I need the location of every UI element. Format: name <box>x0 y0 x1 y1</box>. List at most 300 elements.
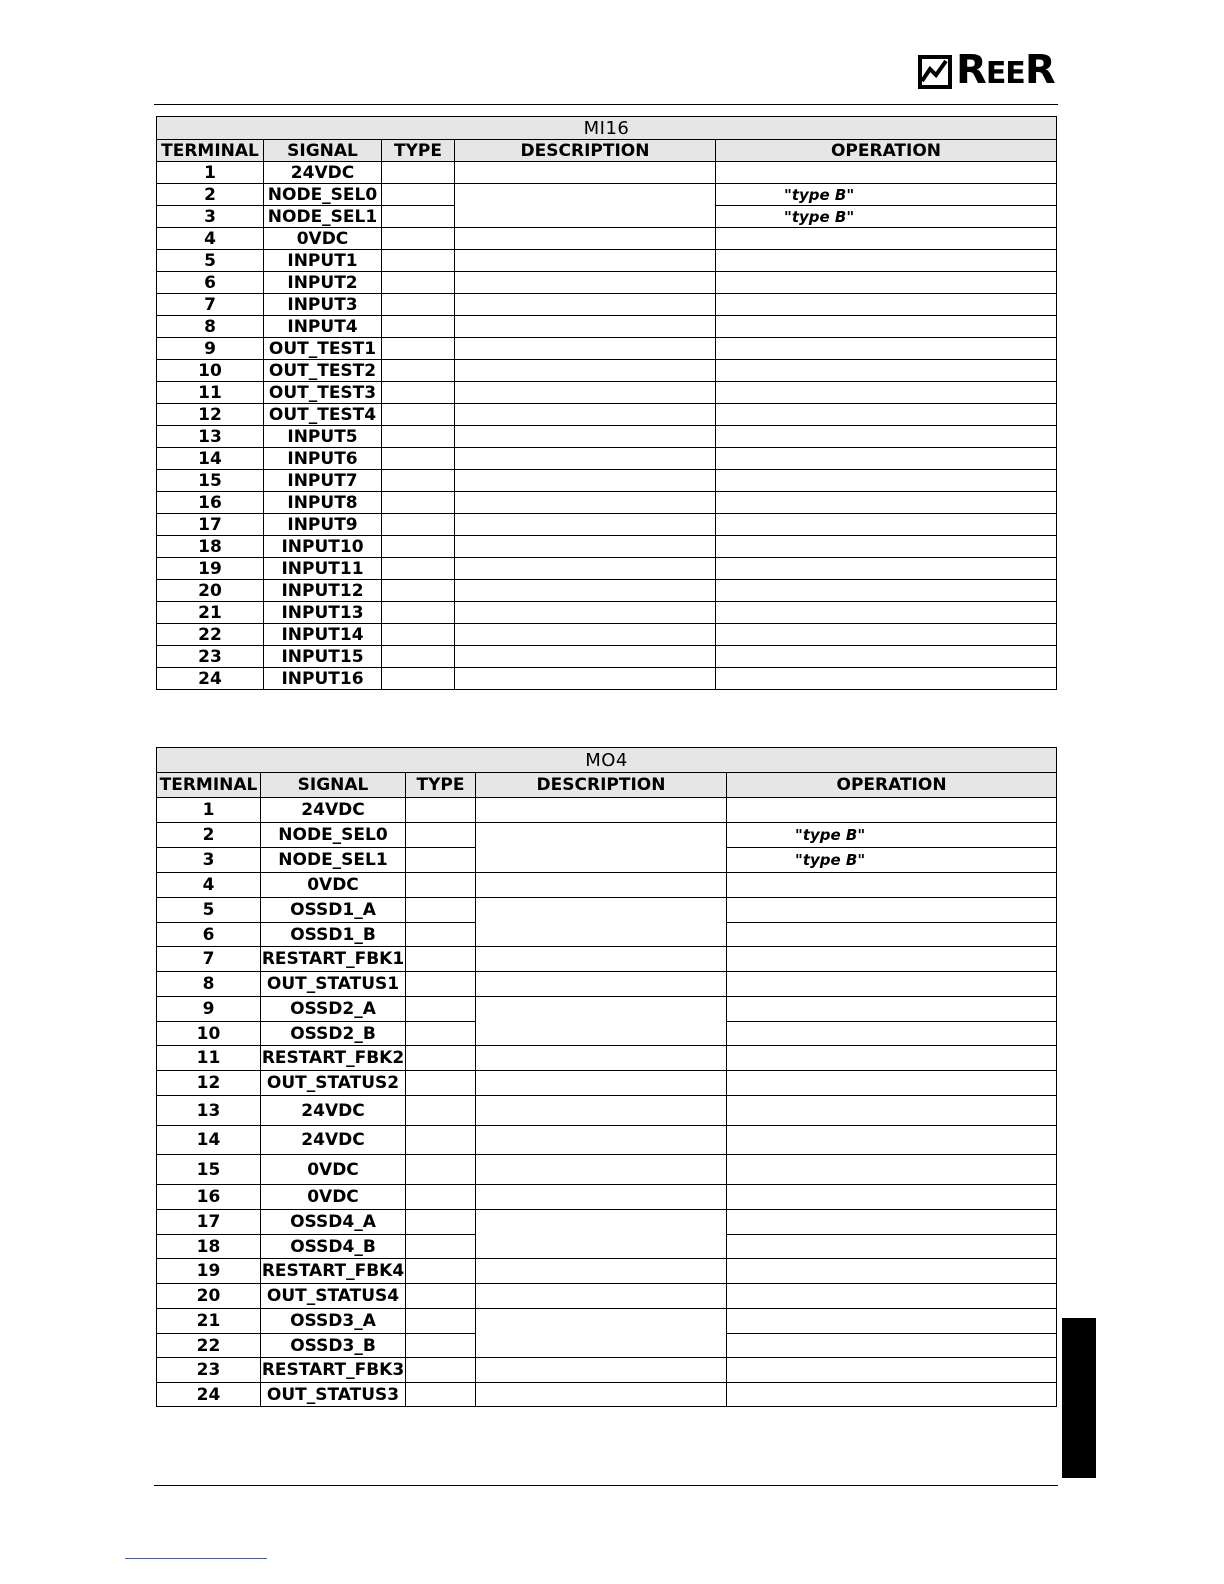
terminal-cell: 11 <box>157 382 264 404</box>
terminal-cell: 23 <box>157 646 264 668</box>
table-row <box>157 228 1057 250</box>
type-cell <box>382 382 455 404</box>
description-cell <box>476 823 727 873</box>
type-cell <box>406 1383 476 1407</box>
mo4-terminal-table <box>156 747 1057 1407</box>
type-cell <box>382 316 455 338</box>
reer-logo-icon <box>918 55 952 89</box>
description-cell <box>455 382 716 404</box>
type-cell <box>382 514 455 536</box>
col-header-operation: OPERATION <box>727 773 1057 798</box>
terminal-cell: 1 <box>157 162 264 184</box>
table-row <box>157 1126 1057 1155</box>
table-row <box>157 668 1057 690</box>
signal-cell: INPUT8 <box>264 492 382 514</box>
terminal-cell: 14 <box>157 1126 261 1155</box>
signal-cell: OSSD4_A <box>261 1210 406 1235</box>
operation-cell <box>716 492 1057 514</box>
description-cell <box>455 250 716 272</box>
terminal-cell: 7 <box>157 294 264 316</box>
description-cell <box>476 898 727 947</box>
signal-cell: INPUT15 <box>264 646 382 668</box>
terminal-cell: 10 <box>157 1022 261 1046</box>
table-row <box>157 972 1057 997</box>
mi16-table-title: MI16 <box>157 117 1057 140</box>
operation-cell <box>727 1383 1057 1407</box>
table-row <box>157 947 1057 972</box>
terminal-cell: 18 <box>157 536 264 558</box>
operation-cell <box>727 1309 1057 1334</box>
terminal-cell: 12 <box>157 1071 261 1096</box>
signal-cell: RESTART_FBK1 <box>261 947 406 972</box>
operation-cell <box>716 294 1057 316</box>
operation-cell <box>716 580 1057 602</box>
type-cell <box>406 1096 476 1126</box>
operation-cell <box>716 162 1057 184</box>
type-cell <box>382 580 455 602</box>
terminal-cell: 17 <box>157 1210 261 1235</box>
table-row <box>157 873 1057 898</box>
operation-cell <box>727 997 1057 1022</box>
terminal-cell: 13 <box>157 1096 261 1126</box>
table-row <box>157 798 1057 823</box>
type-cell <box>382 206 455 228</box>
description-cell <box>476 1259 727 1284</box>
operation-cell <box>727 1185 1057 1210</box>
footer-link-underline <box>125 1558 267 1559</box>
table-row <box>157 338 1057 360</box>
table-row <box>157 558 1057 580</box>
terminal-cell: 17 <box>157 514 264 536</box>
description-cell <box>476 1046 727 1071</box>
operation-cell <box>727 1284 1057 1309</box>
description-cell <box>455 272 716 294</box>
type-cell <box>406 898 476 923</box>
operation-cell <box>716 448 1057 470</box>
col-header-description: DESCRIPTION <box>476 773 727 798</box>
description-cell <box>476 1185 727 1210</box>
terminal-cell: 18 <box>157 1235 261 1259</box>
operation-cell <box>716 624 1057 646</box>
description-cell <box>455 536 716 558</box>
operation-cell <box>716 426 1057 448</box>
operation-cell <box>727 1071 1057 1096</box>
table-row <box>157 162 1057 184</box>
table-row <box>157 250 1057 272</box>
signal-cell: OUT_STATUS2 <box>261 1071 406 1096</box>
signal-cell: INPUT16 <box>264 668 382 690</box>
table-row <box>157 1046 1057 1071</box>
terminal-cell: 23 <box>157 1358 261 1383</box>
col-header-terminal: TERMINAL <box>157 773 261 798</box>
table-row <box>157 1358 1057 1383</box>
terminal-cell: 21 <box>157 602 264 624</box>
type-cell <box>406 1046 476 1071</box>
description-cell <box>476 972 727 997</box>
operation-cell <box>727 947 1057 972</box>
type-cell <box>406 947 476 972</box>
table-row <box>157 360 1057 382</box>
type-cell <box>406 1259 476 1284</box>
col-header-signal: SIGNAL <box>264 140 382 162</box>
signal-cell: OSSD3_B <box>261 1334 406 1358</box>
col-header-terminal: TERMINAL <box>157 140 264 162</box>
type-cell <box>382 470 455 492</box>
terminal-cell: 24 <box>157 1383 261 1407</box>
operation-cell <box>716 470 1057 492</box>
type-cell <box>406 1210 476 1235</box>
type-cell <box>406 1358 476 1383</box>
signal-cell: 0VDC <box>264 228 382 250</box>
col-header-type: TYPE <box>406 773 476 798</box>
col-header-type: TYPE <box>382 140 455 162</box>
terminal-cell: 5 <box>157 250 264 272</box>
reer-logo <box>918 47 1058 94</box>
table-row <box>157 382 1057 404</box>
signal-cell: OSSD4_B <box>261 1235 406 1259</box>
operation-cell <box>716 668 1057 690</box>
operation-cell <box>727 1259 1057 1284</box>
operation-cell <box>727 1358 1057 1383</box>
terminal-cell: 10 <box>157 360 264 382</box>
description-cell <box>455 470 716 492</box>
operation-cell <box>716 382 1057 404</box>
type-cell <box>406 1071 476 1096</box>
terminal-cell: 16 <box>157 492 264 514</box>
description-cell <box>455 624 716 646</box>
terminal-cell: 19 <box>157 1259 261 1284</box>
operation-cell <box>727 1126 1057 1155</box>
terminal-cell: 20 <box>157 1284 261 1309</box>
type-cell <box>406 1126 476 1155</box>
terminal-cell: 15 <box>157 1155 261 1185</box>
signal-cell: OUT_TEST2 <box>264 360 382 382</box>
operation-cell: "type B" <box>727 848 1057 873</box>
signal-cell: 24VDC <box>264 162 382 184</box>
terminal-cell: 9 <box>157 338 264 360</box>
terminal-cell: 24 <box>157 668 264 690</box>
signal-cell: NODE_SEL1 <box>264 206 382 228</box>
type-cell <box>406 972 476 997</box>
signal-cell: OUT_TEST4 <box>264 404 382 426</box>
col-header-signal: SIGNAL <box>261 773 406 798</box>
description-cell <box>455 602 716 624</box>
description-cell <box>476 1210 727 1259</box>
signal-cell: 24VDC <box>261 1126 406 1155</box>
table-row <box>157 823 1057 848</box>
type-cell <box>382 668 455 690</box>
operation-cell <box>727 1334 1057 1358</box>
type-cell <box>382 426 455 448</box>
terminal-cell: 8 <box>157 972 261 997</box>
description-cell <box>455 426 716 448</box>
description-cell <box>476 997 727 1046</box>
footer-rule <box>154 1485 1058 1486</box>
signal-cell: RESTART_FBK3 <box>261 1358 406 1383</box>
operation-cell <box>716 250 1057 272</box>
terminal-cell: 6 <box>157 923 261 947</box>
table-row <box>157 580 1057 602</box>
table-row <box>157 1383 1057 1407</box>
operation-cell <box>727 798 1057 823</box>
signal-cell: OSSD1_B <box>261 923 406 947</box>
description-cell <box>455 492 716 514</box>
logo-wordmark <box>956 47 1055 94</box>
terminal-cell: 22 <box>157 1334 261 1358</box>
operation-cell <box>716 228 1057 250</box>
operation-cell: "type B" <box>727 823 1057 848</box>
type-cell <box>406 848 476 873</box>
operation-cell <box>716 536 1057 558</box>
operation-cell <box>727 1155 1057 1185</box>
type-cell <box>382 250 455 272</box>
terminal-cell: 19 <box>157 558 264 580</box>
signal-cell: INPUT10 <box>264 536 382 558</box>
operation-cell <box>727 1210 1057 1235</box>
type-cell <box>406 997 476 1022</box>
table-row <box>157 1185 1057 1210</box>
terminal-cell: 5 <box>157 898 261 923</box>
table-row <box>157 624 1057 646</box>
type-cell <box>382 624 455 646</box>
logo-letter-last: R <box>1024 47 1055 93</box>
terminal-cell: 4 <box>157 228 264 250</box>
operation-cell <box>716 602 1057 624</box>
signal-cell: NODE_SEL0 <box>264 184 382 206</box>
type-cell <box>406 1022 476 1046</box>
terminal-cell: 7 <box>157 947 261 972</box>
operation-cell <box>716 646 1057 668</box>
description-cell <box>476 798 727 823</box>
table-row <box>157 1259 1057 1284</box>
type-cell <box>406 923 476 947</box>
operation-cell <box>727 972 1057 997</box>
operation-cell <box>727 873 1057 898</box>
type-cell <box>382 602 455 624</box>
description-cell <box>455 514 716 536</box>
table-row <box>157 898 1057 923</box>
mi16-terminal-table <box>156 116 1057 690</box>
description-cell <box>455 360 716 382</box>
type-cell <box>406 1155 476 1185</box>
terminal-cell: 1 <box>157 798 261 823</box>
type-cell <box>406 798 476 823</box>
terminal-cell: 11 <box>157 1046 261 1071</box>
table-row <box>157 997 1057 1022</box>
description-cell <box>455 184 716 228</box>
signal-cell: INPUT3 <box>264 294 382 316</box>
operation-cell <box>716 404 1057 426</box>
description-cell <box>455 646 716 668</box>
col-header-description: DESCRIPTION <box>455 140 716 162</box>
table-row <box>157 470 1057 492</box>
table-row <box>157 646 1057 668</box>
signal-cell: RESTART_FBK2 <box>261 1046 406 1071</box>
description-cell <box>455 558 716 580</box>
operation-cell <box>716 514 1057 536</box>
signal-cell: INPUT14 <box>264 624 382 646</box>
table-row <box>157 1155 1057 1185</box>
signal-cell: OUT_STATUS3 <box>261 1383 406 1407</box>
type-cell <box>382 162 455 184</box>
description-cell <box>476 1155 727 1185</box>
description-cell <box>455 580 716 602</box>
type-cell <box>406 1284 476 1309</box>
operation-cell: "type B" <box>716 206 1057 228</box>
description-cell <box>476 1309 727 1358</box>
signal-cell: INPUT6 <box>264 448 382 470</box>
signal-cell: OUT_STATUS1 <box>261 972 406 997</box>
signal-cell: OSSD2_A <box>261 997 406 1022</box>
operation-cell <box>716 272 1057 294</box>
type-cell <box>406 1309 476 1334</box>
signal-cell: RESTART_FBK4 <box>261 1259 406 1284</box>
description-cell <box>455 294 716 316</box>
terminal-cell: 8 <box>157 316 264 338</box>
description-cell <box>455 668 716 690</box>
type-cell <box>406 1235 476 1259</box>
type-cell <box>382 404 455 426</box>
description-cell <box>455 448 716 470</box>
signal-cell: INPUT12 <box>264 580 382 602</box>
table-row <box>157 404 1057 426</box>
type-cell <box>382 448 455 470</box>
terminal-cell: 9 <box>157 997 261 1022</box>
terminal-cell: 6 <box>157 272 264 294</box>
operation-cell <box>727 1022 1057 1046</box>
table-row <box>157 536 1057 558</box>
description-cell <box>455 228 716 250</box>
terminal-cell: 15 <box>157 470 264 492</box>
table-row <box>157 602 1057 624</box>
table-row <box>157 1071 1057 1096</box>
signal-cell: OSSD1_A <box>261 898 406 923</box>
table-row <box>157 492 1057 514</box>
description-cell <box>476 1284 727 1309</box>
operation-cell <box>727 923 1057 947</box>
operation-cell: "type B" <box>716 184 1057 206</box>
signal-cell: 24VDC <box>261 1096 406 1126</box>
signal-cell: INPUT9 <box>264 514 382 536</box>
terminal-cell: 20 <box>157 580 264 602</box>
description-cell <box>476 1126 727 1155</box>
table-row <box>157 294 1057 316</box>
type-cell <box>382 184 455 206</box>
signal-cell: 0VDC <box>261 1185 406 1210</box>
description-cell <box>455 316 716 338</box>
section-thumb-tab <box>1062 1318 1096 1478</box>
signal-cell: INPUT7 <box>264 470 382 492</box>
operation-cell <box>727 1046 1057 1071</box>
type-cell <box>406 1185 476 1210</box>
table-row <box>157 1096 1057 1126</box>
signal-cell: INPUT11 <box>264 558 382 580</box>
signal-cell: 24VDC <box>261 798 406 823</box>
signal-cell: OSSD3_A <box>261 1309 406 1334</box>
signal-cell: OUT_TEST1 <box>264 338 382 360</box>
table-row <box>157 448 1057 470</box>
col-header-operation: OPERATION <box>716 140 1057 162</box>
type-cell <box>382 338 455 360</box>
type-cell <box>406 823 476 848</box>
terminal-cell: 3 <box>157 206 264 228</box>
table-row <box>157 514 1057 536</box>
terminal-cell: 2 <box>157 823 261 848</box>
terminal-cell: 4 <box>157 873 261 898</box>
table-row <box>157 272 1057 294</box>
table-row <box>157 184 1057 206</box>
terminal-cell: 14 <box>157 448 264 470</box>
operation-cell <box>716 558 1057 580</box>
description-cell <box>455 162 716 184</box>
type-cell <box>382 360 455 382</box>
signal-cell: NODE_SEL1 <box>261 848 406 873</box>
operation-cell <box>716 360 1057 382</box>
type-cell <box>382 558 455 580</box>
signal-cell: 0VDC <box>261 873 406 898</box>
table-row <box>157 316 1057 338</box>
signal-cell: OSSD2_B <box>261 1022 406 1046</box>
type-cell <box>406 873 476 898</box>
signal-cell: INPUT13 <box>264 602 382 624</box>
type-cell <box>382 536 455 558</box>
description-cell <box>455 338 716 360</box>
terminal-cell: 16 <box>157 1185 261 1210</box>
signal-cell: INPUT2 <box>264 272 382 294</box>
description-cell <box>476 1096 727 1126</box>
type-cell <box>382 272 455 294</box>
operation-cell <box>727 1235 1057 1259</box>
table-row <box>157 1210 1057 1235</box>
header-rule <box>154 104 1058 105</box>
signal-cell: INPUT5 <box>264 426 382 448</box>
description-cell <box>476 1358 727 1383</box>
type-cell <box>382 228 455 250</box>
operation-cell <box>727 1096 1057 1126</box>
signal-cell: INPUT1 <box>264 250 382 272</box>
type-cell <box>382 646 455 668</box>
operation-cell <box>727 898 1057 923</box>
operation-cell <box>716 338 1057 360</box>
description-cell <box>476 1071 727 1096</box>
signal-cell: OUT_STATUS4 <box>261 1284 406 1309</box>
terminal-cell: 22 <box>157 624 264 646</box>
terminal-cell: 3 <box>157 848 261 873</box>
type-cell <box>382 294 455 316</box>
signal-cell: 0VDC <box>261 1155 406 1185</box>
signal-cell: NODE_SEL0 <box>261 823 406 848</box>
signal-cell: INPUT4 <box>264 316 382 338</box>
terminal-cell: 21 <box>157 1309 261 1334</box>
description-cell <box>455 404 716 426</box>
terminal-cell: 2 <box>157 184 264 206</box>
terminal-cell: 13 <box>157 426 264 448</box>
logo-letter-first: R <box>956 47 986 93</box>
description-cell <box>476 873 727 898</box>
signal-cell: OUT_TEST3 <box>264 382 382 404</box>
description-cell <box>476 1383 727 1407</box>
description-cell <box>476 947 727 972</box>
type-cell <box>382 492 455 514</box>
logo-letters-mid: EE <box>985 56 1025 91</box>
operation-cell <box>716 316 1057 338</box>
table-row <box>157 1309 1057 1334</box>
type-cell <box>406 1334 476 1358</box>
table-row <box>157 426 1057 448</box>
table-row <box>157 1284 1057 1309</box>
mo4-table-title: MO4 <box>157 748 1057 773</box>
terminal-cell: 12 <box>157 404 264 426</box>
